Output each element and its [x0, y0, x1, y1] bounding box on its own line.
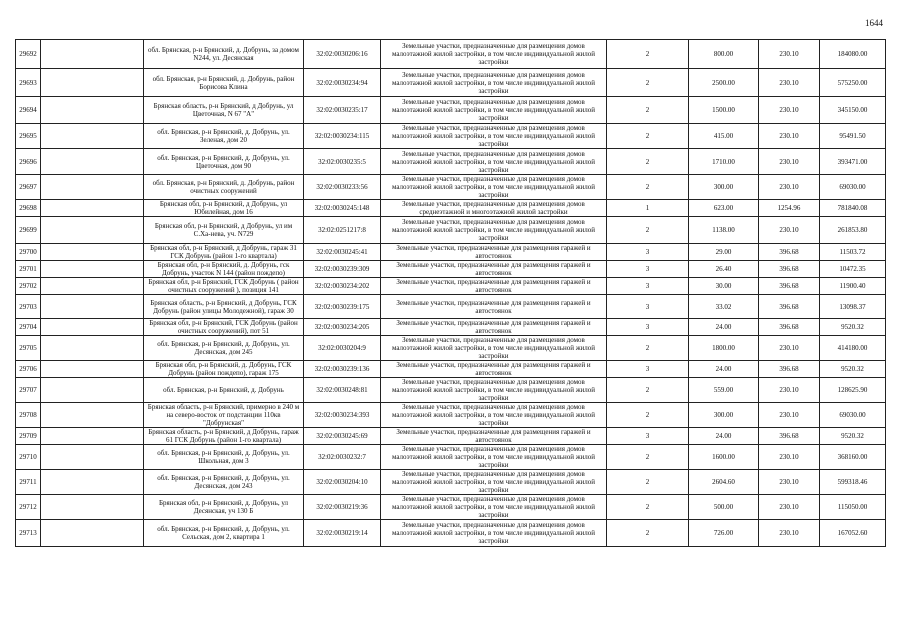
land-category-cell: Земельные участки, предназначенные для размещения гаражей и автостоянок [381, 261, 607, 278]
land-category-cell: Земельные участки, предназначенные для размещения гаражей и автостоянок [381, 278, 607, 295]
table-row [16, 495, 886, 520]
group-cell: 2 [607, 470, 689, 495]
cadastral-number-cell: 32:02:0030239:136 [304, 361, 381, 378]
empty-cell [41, 175, 144, 200]
empty-cell [41, 520, 144, 547]
group-cell: 2 [607, 149, 689, 175]
specific-value-cell: 230.10 [759, 378, 820, 403]
area-cell: 726.00 [689, 520, 759, 547]
address-cell: обл. Брянская, р-н Брянский, д. Добрунь, ул. Школьная, дом 3 [144, 445, 304, 470]
cadastral-value-cell: 11900.40 [820, 278, 886, 295]
row-number: 29712 [16, 495, 41, 520]
group-cell: 2 [607, 175, 689, 200]
row-number: 29694 [16, 97, 41, 124]
land-category-cell: Земельные участки, предназначенные для размещения гаражей и автостоянок [381, 295, 607, 319]
row-number: 29702 [16, 278, 41, 295]
empty-cell [41, 149, 144, 175]
cadastral-value-cell: 368160.00 [820, 445, 886, 470]
row-number: 29708 [16, 403, 41, 428]
empty-cell [41, 470, 144, 495]
area-cell: 24.00 [689, 319, 759, 336]
land-category-cell: Земельные участки, предназначенные для размещения домов малоэтажной жилой застройки, в том числе индивидуальной жилой застройки [381, 520, 607, 547]
cadastral-value-cell: 9520.32 [820, 319, 886, 336]
specific-value-cell: 1254.96 [759, 200, 820, 217]
land-category-cell: Земельные участки, предназначенные для размещения домов среднеэтажной и многоэтажной жилой застройки [381, 200, 607, 217]
group-cell: 2 [607, 336, 689, 361]
address-cell: Брянская область, р-н Брянский, д Добрунь, гараж 61 ГСК Добрунь (район 1-го квартала) [144, 428, 304, 445]
group-cell: 2 [607, 217, 689, 244]
empty-cell [41, 40, 144, 69]
cadastral-number-cell: 32:02:0030204:9 [304, 336, 381, 361]
area-cell: 1138.00 [689, 217, 759, 244]
land-category-cell: Земельные участки, предназначенные для размещения гаражей и автостоянок [381, 361, 607, 378]
cadastral-value-cell: 184080.00 [820, 40, 886, 69]
land-category-cell: Земельные участки, предназначенные для размещения домов малоэтажной жилой застройки, в том числе индивидуальной жилой застройки [381, 124, 607, 149]
cadastral-number-cell: 32:02:0030234:202 [304, 278, 381, 295]
area-cell: 24.00 [689, 361, 759, 378]
cadastral-number-cell: 32:02:0030239:309 [304, 261, 381, 278]
empty-cell [41, 445, 144, 470]
address-cell: обл. Брянская, р-н Брянский, д. Добрунь [144, 378, 304, 403]
specific-value-cell: 230.10 [759, 470, 820, 495]
empty-cell [41, 336, 144, 361]
area-cell: 800.00 [689, 40, 759, 69]
cadastral-value-cell: 128625.90 [820, 378, 886, 403]
row-number: 29701 [16, 261, 41, 278]
area-cell: 29.00 [689, 244, 759, 261]
empty-cell [41, 97, 144, 124]
area-cell: 1600.00 [689, 445, 759, 470]
row-number: 29706 [16, 361, 41, 378]
table-row [16, 470, 886, 495]
table-row [16, 278, 886, 295]
table-row [16, 175, 886, 200]
land-category-cell: Земельные участки, предназначенные для размещения домов малоэтажной жилой застройки, в том числе индивидуальной жилой застройки [381, 470, 607, 495]
cadastral-number-cell: 32:02:0030206:16 [304, 40, 381, 69]
row-number: 29710 [16, 445, 41, 470]
cadastral-value-cell: 9520.32 [820, 361, 886, 378]
land-category-cell: Земельные участки, предназначенные для размещения гаражей и автостоянок [381, 319, 607, 336]
area-cell: 415.00 [689, 124, 759, 149]
table-row [16, 124, 886, 149]
cadastral-value-cell: 11503.72 [820, 244, 886, 261]
empty-cell [41, 378, 144, 403]
cadastral-number-cell: 32:02:0030239:175 [304, 295, 381, 319]
group-cell: 1 [607, 200, 689, 217]
cadastral-value-cell: 9520.32 [820, 428, 886, 445]
group-cell: 3 [607, 295, 689, 319]
group-cell: 3 [607, 278, 689, 295]
page-number: 1644 [865, 18, 883, 28]
cadastral-value-cell: 115050.00 [820, 495, 886, 520]
land-category-cell: Земельные участки, предназначенные для размещения гаражей и автостоянок [381, 428, 607, 445]
table-row [16, 428, 886, 445]
area-cell: 1710.00 [689, 149, 759, 175]
specific-value-cell: 230.10 [759, 403, 820, 428]
group-cell: 3 [607, 261, 689, 278]
land-category-cell: Земельные участки, предназначенные для размещения домов малоэтажной жилой застройки, в том числе индивидуальной жилой застройки [381, 445, 607, 470]
group-cell: 3 [607, 319, 689, 336]
specific-value-cell: 230.10 [759, 124, 820, 149]
specific-value-cell: 230.10 [759, 149, 820, 175]
empty-cell [41, 124, 144, 149]
area-cell: 300.00 [689, 175, 759, 200]
area-cell: 500.00 [689, 495, 759, 520]
table-row [16, 149, 886, 175]
cadastral-number-cell: 32:02:0030234:393 [304, 403, 381, 428]
land-category-cell: Земельные участки, предназначенные для размещения домов малоэтажной жилой застройки, в том числе индивидуальной жилой застройки [381, 403, 607, 428]
area-cell: 33.02 [689, 295, 759, 319]
group-cell: 2 [607, 124, 689, 149]
empty-cell [41, 403, 144, 428]
group-cell: 3 [607, 244, 689, 261]
cadastral-value-cell: 345150.00 [820, 97, 886, 124]
cadastral-value-cell: 69030.00 [820, 403, 886, 428]
cadastral-number-cell: 32:02:0030245:69 [304, 428, 381, 445]
table-row [16, 403, 886, 428]
group-cell: 2 [607, 403, 689, 428]
specific-value-cell: 230.10 [759, 40, 820, 69]
row-number: 29693 [16, 69, 41, 97]
specific-value-cell: 396.68 [759, 244, 820, 261]
table-row [16, 445, 886, 470]
empty-cell [41, 428, 144, 445]
area-cell: 2500.00 [689, 69, 759, 97]
empty-cell [41, 261, 144, 278]
group-cell: 3 [607, 428, 689, 445]
specific-value-cell: 396.68 [759, 319, 820, 336]
area-cell: 1800.00 [689, 336, 759, 361]
group-cell: 2 [607, 378, 689, 403]
address-cell: Брянская область, р-н Брянский, д Добрунь, ГСК Добрунь (район улицы Молодежной), гараж 30 [144, 295, 304, 319]
empty-cell [41, 319, 144, 336]
address-cell: Брянская обл, р-н Брянский, ГСК Добрунь (район очистных сооружений), пот 51 [144, 319, 304, 336]
table-row [16, 295, 886, 319]
cadastral-number-cell: 32:02:0030204:10 [304, 470, 381, 495]
row-number: 29703 [16, 295, 41, 319]
land-category-cell: Земельные участки, предназначенные для размещения гаражей и автостоянок [381, 244, 607, 261]
empty-cell [41, 69, 144, 97]
address-cell: обл. Брянская, р-н Брянский, д. Добрунь, район Борисова Клина [144, 69, 304, 97]
cadastral-number-cell: 32:02:0030234:115 [304, 124, 381, 149]
cadastral-number-cell: 32:02:0030248:81 [304, 378, 381, 403]
row-number: 29707 [16, 378, 41, 403]
address-cell: Брянская обл, р-н Брянский, д Добрунь, ул им С.Ха-нева, уч. N729 [144, 217, 304, 244]
row-number: 29705 [16, 336, 41, 361]
registry-table [15, 39, 886, 547]
row-number: 29695 [16, 124, 41, 149]
land-category-cell: Земельные участки, предназначенные для размещения домов малоэтажной жилой застройки, в том числе индивидуальной жилой застройки [381, 69, 607, 97]
cadastral-value-cell: 599318.46 [820, 470, 886, 495]
land-category-cell: Земельные участки, предназначенные для размещения домов малоэтажной жилой застройки, в том числе индивидуальной жилой застройки [381, 217, 607, 244]
table-row [16, 361, 886, 378]
specific-value-cell: 230.10 [759, 97, 820, 124]
cadastral-number-cell: 32:02:0030235:5 [304, 149, 381, 175]
specific-value-cell: 396.68 [759, 278, 820, 295]
land-category-cell: Земельные участки, предназначенные для размещения домов малоэтажной жилой застройки, в том числе индивидуальной жилой застройки [381, 495, 607, 520]
address-cell: обл. Брянская, р-н Брянский, д. Добрунь, ул. Десянская, дом 243 [144, 470, 304, 495]
area-cell: 1500.00 [689, 97, 759, 124]
address-cell: Брянская область, р-н Брянский, примерно в 240 м на северо-восток от подстанции 110кв "Добрунская" [144, 403, 304, 428]
table-row [16, 378, 886, 403]
row-number: 29696 [16, 149, 41, 175]
cadastral-value-cell: 261853.80 [820, 217, 886, 244]
empty-cell [41, 295, 144, 319]
cadastral-value-cell: 95491.50 [820, 124, 886, 149]
cadastral-number-cell: 32:02:0030219:36 [304, 495, 381, 520]
specific-value-cell: 230.10 [759, 445, 820, 470]
row-number: 29704 [16, 319, 41, 336]
empty-cell [41, 244, 144, 261]
address-cell: Брянская область, р-н Брянский, д Добрунь, ул Цветочная, N 67 "А" [144, 97, 304, 124]
specific-value-cell: 230.10 [759, 520, 820, 547]
cadastral-value-cell: 13098.37 [820, 295, 886, 319]
address-cell: Брянская обл, р-н Брянский, ГСК Добрунь ( район очистных сооружений ), позиция 141 [144, 278, 304, 295]
empty-cell [41, 495, 144, 520]
cadastral-value-cell: 575250.00 [820, 69, 886, 97]
table-row [16, 217, 886, 244]
land-category-cell: Земельные участки, предназначенные для размещения домов малоэтажной жилой застройки, в том числе индивидуальной жилой застройки [381, 97, 607, 124]
row-number: 29697 [16, 175, 41, 200]
empty-cell [41, 200, 144, 217]
address-cell: обл. Брянская, р-н Брянский, д. Добрунь, ул. Десянская, дом 245 [144, 336, 304, 361]
address-cell: обл. Брянская, р-н Брянский, д. Добрунь, за домом N244, ул. Десянская [144, 40, 304, 69]
empty-cell [41, 217, 144, 244]
group-cell: 2 [607, 97, 689, 124]
table-row [16, 336, 886, 361]
cadastral-number-cell: 32:02:0251217:8 [304, 217, 381, 244]
table-row [16, 69, 886, 97]
row-number: 29692 [16, 40, 41, 69]
land-category-cell: Земельные участки, предназначенные для размещения домов малоэтажной жилой застройки, в том числе индивидуальной жилой застройки [381, 378, 607, 403]
land-category-cell: Земельные участки, предназначенные для размещения домов малоэтажной жилой застройки, в том числе индивидуальной жилой застройки [381, 40, 607, 69]
address-cell: Брянская обл, р-н Брянский, д Добрунь, ул Юбилейная, дом 16 [144, 200, 304, 217]
address-cell: Брянская обл, р-н Брянский, д. Добрунь, ул Десянская, уч 130 Б [144, 495, 304, 520]
address-cell: обл. Брянская, р-н Брянский, д. Добрунь, район очистных сооружений [144, 175, 304, 200]
table-row [16, 520, 886, 547]
specific-value-cell: 396.68 [759, 361, 820, 378]
cadastral-number-cell: 32:02:0030245:41 [304, 244, 381, 261]
address-cell: Брянская обл, р-н Брянский, д Добрунь, гараж 31 ГСК Добрунь (район 1-го квартала) [144, 244, 304, 261]
specific-value-cell: 230.10 [759, 175, 820, 200]
cadastral-number-cell: 32:02:0030235:17 [304, 97, 381, 124]
cadastral-number-cell: 32:02:0030233:56 [304, 175, 381, 200]
address-cell: Брянская обл, р-н Брянский, д. Добрунь, ГСК Добрунь (район пождепо), гараж 175 [144, 361, 304, 378]
address-cell: обл. Брянская, р-н Брянский, д. Добрунь, ул. Зеленая, дом 20 [144, 124, 304, 149]
row-number: 29700 [16, 244, 41, 261]
group-cell: 2 [607, 40, 689, 69]
land-category-cell: Земельные участки, предназначенные для размещения домов малоэтажной жилой застройки, в том числе индивидуальной жилой застройки [381, 175, 607, 200]
cadastral-number-cell: 32:02:0030219:14 [304, 520, 381, 547]
group-cell: 2 [607, 69, 689, 97]
cadastral-value-cell: 393471.00 [820, 149, 886, 175]
cadastral-number-cell: 32:02:0030234:205 [304, 319, 381, 336]
cadastral-number-cell: 32:02:0030234:94 [304, 69, 381, 97]
row-number: 29713 [16, 520, 41, 547]
table-row [16, 97, 886, 124]
cadastral-value-cell: 414180.00 [820, 336, 886, 361]
table-row [16, 244, 886, 261]
table-row [16, 319, 886, 336]
row-number: 29698 [16, 200, 41, 217]
row-number: 29709 [16, 428, 41, 445]
group-cell: 3 [607, 361, 689, 378]
table-row [16, 261, 886, 278]
cadastral-value-cell: 10472.35 [820, 261, 886, 278]
table-row [16, 200, 886, 217]
area-cell: 26.40 [689, 261, 759, 278]
area-cell: 623.00 [689, 200, 759, 217]
cadastral-number-cell: 32:02:0030232:7 [304, 445, 381, 470]
specific-value-cell: 230.10 [759, 336, 820, 361]
address-cell: обл. Брянская, р-н Брянский, д. Добрунь, ул. Цветочная, дом 90 [144, 149, 304, 175]
land-category-cell: Земельные участки, предназначенные для размещения домов малоэтажной жилой застройки, в том числе индивидуальной жилой застройки [381, 149, 607, 175]
row-number: 29699 [16, 217, 41, 244]
specific-value-cell: 230.10 [759, 69, 820, 97]
specific-value-cell: 230.10 [759, 495, 820, 520]
specific-value-cell: 230.10 [759, 217, 820, 244]
area-cell: 24.00 [689, 428, 759, 445]
group-cell: 2 [607, 495, 689, 520]
address-cell: Брянская обл, р-н Брянский, д. Добрунь, гск Добрунь, участок N 144 (район пождепо) [144, 261, 304, 278]
specific-value-cell: 396.68 [759, 428, 820, 445]
land-category-cell: Земельные участки, предназначенные для размещения домов малоэтажной жилой застройки, в том числе индивидуальной жилой застройки [381, 336, 607, 361]
cadastral-value-cell: 781840.08 [820, 200, 886, 217]
cadastral-value-cell: 167052.60 [820, 520, 886, 547]
table-row [16, 40, 886, 69]
row-number: 29711 [16, 470, 41, 495]
area-cell: 559.00 [689, 378, 759, 403]
area-cell: 300.00 [689, 403, 759, 428]
area-cell: 2604.60 [689, 470, 759, 495]
empty-cell [41, 278, 144, 295]
cadastral-number-cell: 32:02:0030245:148 [304, 200, 381, 217]
cadastral-value-cell: 69030.00 [820, 175, 886, 200]
empty-cell [41, 361, 144, 378]
address-cell: обл. Брянская, р-н Брянский, д. Добрунь, ул. Сельская, дом 2, квартира 1 [144, 520, 304, 547]
specific-value-cell: 396.68 [759, 295, 820, 319]
group-cell: 2 [607, 445, 689, 470]
area-cell: 30.00 [689, 278, 759, 295]
group-cell: 2 [607, 520, 689, 547]
specific-value-cell: 396.68 [759, 261, 820, 278]
